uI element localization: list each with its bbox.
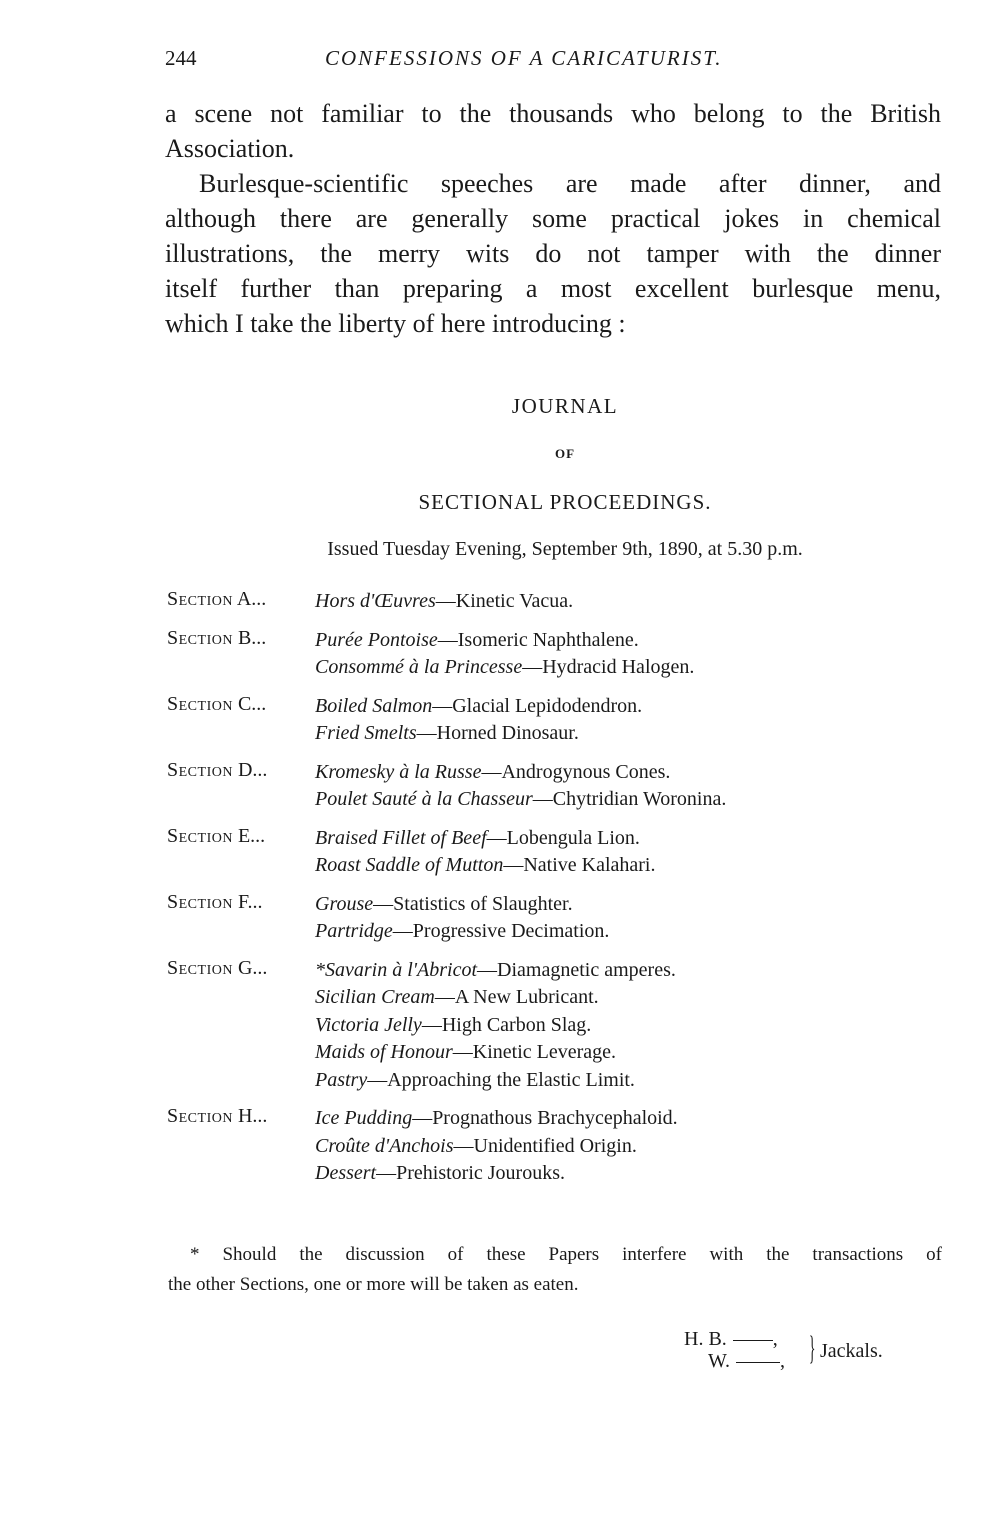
section-letter: E... <box>237 824 266 847</box>
paragraph-line: Burlesque-scientific speeches are made after dinner, and <box>199 169 941 198</box>
menu-item <box>315 825 927 853</box>
dish-topic: —Horned Dinosaur. <box>416 722 579 744</box>
footnote-line: * Should the discussion of these Papers interfere with the transactions of <box>190 1244 942 1265</box>
menu-sections <box>167 588 927 1199</box>
signature-brace: } <box>808 1330 816 1367</box>
section-word: Section <box>167 692 233 715</box>
section-label <box>167 891 262 914</box>
dish-name: Fried Smelts <box>315 722 417 744</box>
dish-topic: —Hydracid Halogen. <box>522 656 695 678</box>
dish-topic: —Prognathous Brachycephaloid. <box>412 1107 678 1129</box>
dish-name: Consommé à la Princesse <box>315 656 523 678</box>
section-word: Section <box>167 626 233 649</box>
dish-name: Boiled Salmon <box>315 694 433 717</box>
section-label <box>167 957 267 980</box>
dish-topic: —Kinetic Vacua. <box>435 590 574 612</box>
section-letter: H... <box>237 1105 268 1127</box>
section-word: Section <box>167 1105 233 1127</box>
menu-issued-line: Issued Tuesday Evening, September 9th, 1890, at 5.30 p.m. <box>327 538 803 560</box>
menu-item <box>315 588 927 616</box>
dish-name: Dessert <box>315 1162 377 1184</box>
dish-name: Roast Saddle of Mutton <box>315 854 504 876</box>
dish-topic: —Glacial Lepidodendron. <box>432 694 643 717</box>
dish-topic: —Diamagnetic amperes. <box>477 958 676 981</box>
menu-section <box>167 759 927 814</box>
section-letter: D... <box>237 758 268 781</box>
signature-dash <box>736 1362 780 1363</box>
menu-title-journal: JOURNAL <box>511 394 619 418</box>
signature-role: Jackals. <box>820 1340 883 1362</box>
menu-item <box>315 1067 927 1095</box>
dish-name: Ice Pudding <box>315 1107 413 1129</box>
dish-name: *Savarin à l'Abricot <box>315 958 478 981</box>
footnote <box>168 1240 942 1300</box>
paragraph-line: which I take the liberty of here introducing : <box>165 309 626 338</box>
section-label <box>167 825 265 848</box>
paragraph-line: a scene not familiar to the thousands who belong to the British <box>165 99 941 128</box>
footnote-line: the other Sections, one or more will be taken as eaten. <box>168 1274 579 1295</box>
dish-topic: —Unidentified Origin. <box>453 1134 637 1157</box>
signature-dash <box>733 1340 773 1341</box>
menu-section <box>167 891 927 946</box>
dish-name: Hors d'Œuvres <box>315 590 436 612</box>
section-letter: F... <box>237 890 263 913</box>
dish-name: Purée Pontoise <box>315 628 438 651</box>
menu-item <box>315 720 927 748</box>
section-label <box>167 588 266 611</box>
menu-item <box>315 786 927 814</box>
dish-name: Maids of Honour <box>315 1041 453 1063</box>
dish-topic: —Progressive Decimation. <box>392 920 610 942</box>
paragraph-1 <box>165 96 941 166</box>
dish-name: Croûte d'Anchois <box>315 1134 454 1157</box>
section-word: Section <box>167 956 233 979</box>
menu-section <box>167 588 927 616</box>
menu-section <box>167 1105 927 1188</box>
dish-name: Grouse <box>315 892 374 915</box>
section-label <box>167 693 266 716</box>
menu-item <box>315 654 927 682</box>
section-label <box>167 1105 267 1128</box>
signature-name-1: H. B. , <box>684 1328 778 1350</box>
paragraph-line: Association. <box>165 134 295 163</box>
dish-topic: —Androgynous Cones. <box>481 760 671 783</box>
dish-name: Partridge <box>315 920 393 942</box>
section-word: Section <box>167 588 233 610</box>
section-word: Section <box>167 890 233 913</box>
dish-topic: —Native Kalahari. <box>503 854 656 876</box>
section-letter: A... <box>236 588 267 610</box>
menu-section <box>167 957 927 1095</box>
paragraph-line: itself further than preparing a most excellent burlesque menu, <box>165 274 941 303</box>
menu-section <box>167 693 927 748</box>
menu-item <box>315 918 927 946</box>
menu-item <box>315 759 927 787</box>
menu-item <box>315 1039 927 1067</box>
dish-topic: —Isomeric Naphthalene. <box>437 628 639 651</box>
menu-item <box>315 1160 927 1188</box>
dish-topic: —Approaching the Elastic Limit. <box>367 1068 635 1091</box>
menu-item <box>315 693 927 721</box>
menu-item <box>315 891 927 919</box>
menu-item <box>315 984 927 1012</box>
dish-name: Victoria Jelly <box>315 1013 422 1036</box>
menu-item <box>315 1133 927 1161</box>
dish-topic: —Lobengula Lion. <box>486 826 640 849</box>
signature-name-2-text: W. <box>708 1350 731 1372</box>
section-letter: G... <box>237 956 268 979</box>
section-letter: C... <box>237 692 267 715</box>
dish-topic: —Kinetic Leverage. <box>452 1041 617 1063</box>
dish-topic: —High Carbon Slag. <box>421 1013 592 1036</box>
dish-name: Pastry <box>315 1068 368 1091</box>
section-letter: B... <box>237 626 267 649</box>
menu-item <box>315 957 927 985</box>
menu-item <box>315 1012 927 1040</box>
menu-title-of: OF <box>554 446 576 461</box>
paragraph-line: illustrations, the merry wits do not tamper with the dinner <box>165 239 941 268</box>
dish-topic: —Statistics of Slaughter. <box>373 892 573 915</box>
section-word: Section <box>167 758 233 781</box>
menu-item <box>315 1105 927 1133</box>
section-label <box>167 759 267 782</box>
dish-name: Braised Fillet of Beef <box>315 826 487 849</box>
dish-topic: —A New Lubricant. <box>434 986 599 1008</box>
dish-topic: —Chytridian Woronina. <box>532 788 727 810</box>
menu-item <box>315 627 927 655</box>
dish-topic: —Prehistoric Jourouks. <box>376 1162 565 1184</box>
menu-item <box>315 852 927 880</box>
section-label <box>167 627 266 650</box>
signature-name-2: W. , <box>708 1350 786 1372</box>
dish-name: Poulet Sauté à la Chasseur <box>315 788 533 810</box>
paragraph-line: although there are generally some practical jokes in chemical <box>165 204 941 233</box>
menu-section <box>167 825 927 880</box>
menu-title-sectional: SECTIONAL PROCEEDINGS. <box>418 490 712 514</box>
running-head: CONFESSIONS OF A CARICATURIST. <box>325 46 723 70</box>
signature-name-1-text: H. B. <box>684 1328 727 1350</box>
section-word: Section <box>167 824 233 847</box>
paragraph-2 <box>165 166 941 341</box>
page-number: 244 <box>165 46 197 70</box>
menu-section <box>167 627 927 682</box>
dish-name: Kromesky à la Russe <box>315 760 482 783</box>
dish-name: Sicilian Cream <box>315 986 435 1008</box>
